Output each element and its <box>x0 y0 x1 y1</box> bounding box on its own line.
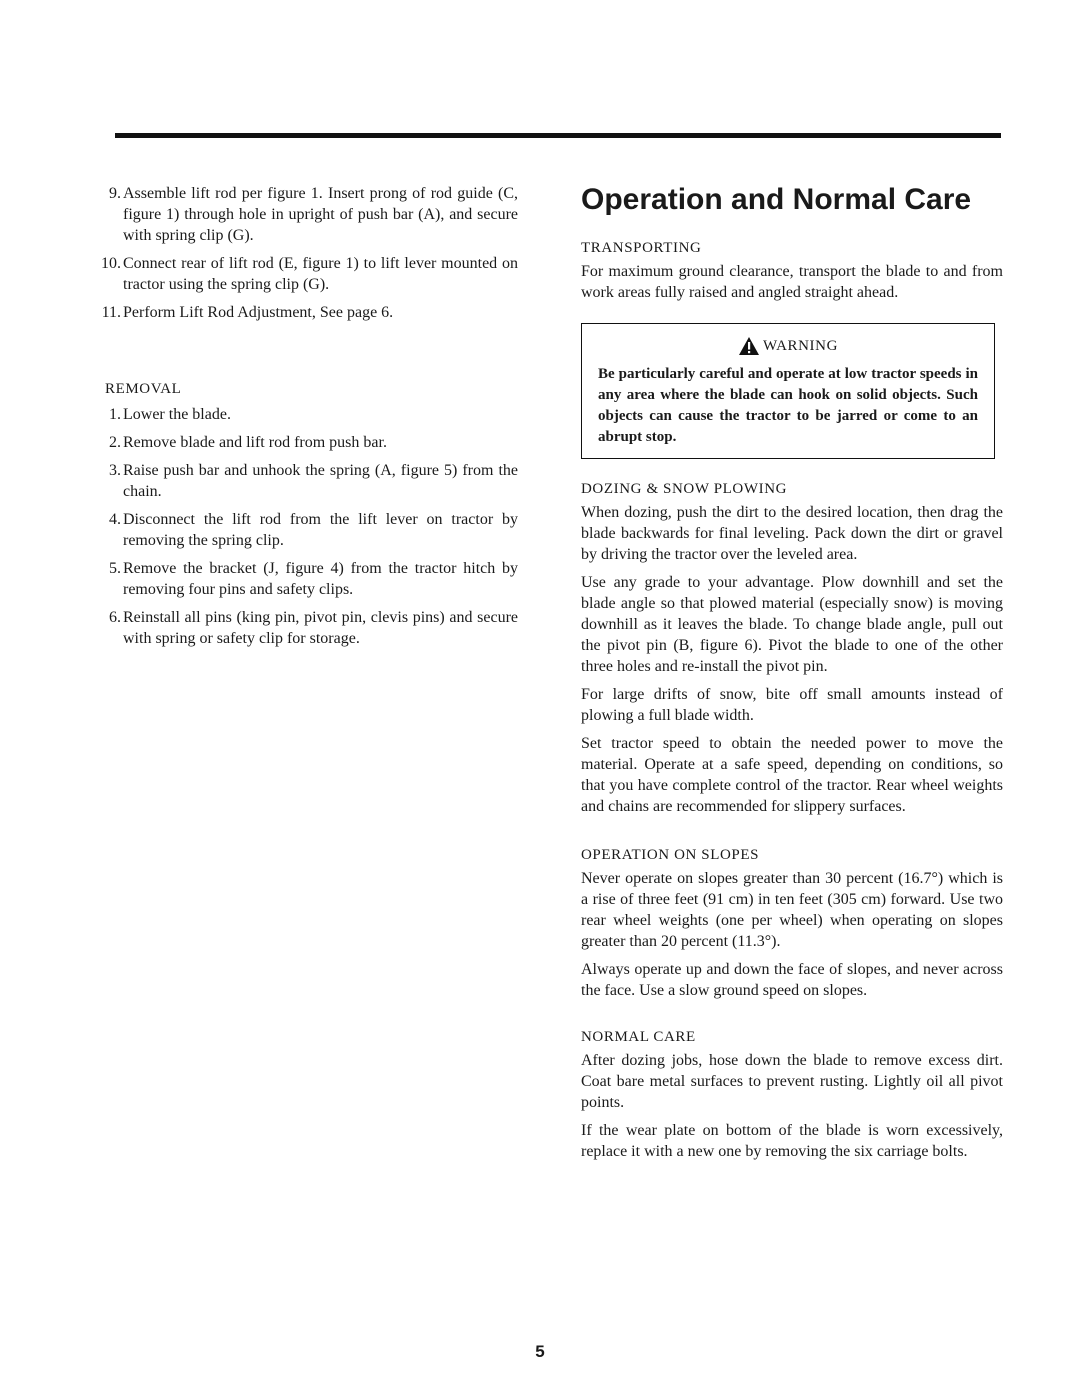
transporting-heading: TRANSPORTING <box>581 240 702 256</box>
normal-care-paragraph: If the wear plate on bottom of the blade is worn excessively, replace it with a new one by removing the six carriage bolts. <box>581 1122 1003 1160</box>
list-item <box>100 460 518 502</box>
normal-care-heading: NORMAL CARE <box>581 1029 696 1045</box>
installation-steps <box>100 183 518 323</box>
warning-text: Be particularly careful and operate at low tractor speeds in any area where the blade can hook on solid objects. Such objects can cause the tractor to be jarred or come to an abrupt stop. <box>598 366 978 445</box>
dozing-paragraph: For large drifts of snow, bite off small amounts instead of plowing a full blade width. <box>581 686 1003 724</box>
header-rule <box>115 133 1001 138</box>
warning-box <box>581 323 995 459</box>
dozing-section <box>581 481 1003 817</box>
step-text: Disconnect the lift rod from the lift lever on tractor by removing the spring clip. <box>123 511 518 549</box>
step-text: Assemble lift rod per figure 1. Insert prong of rod guide (C, figure 1) through hole in upright of push bar (A), and secure with spring clip (G). <box>123 185 518 244</box>
list-item <box>100 253 518 295</box>
step-text: Perform Lift Rod Adjustment, See page 6. <box>123 304 394 321</box>
warning-label: WARNING <box>762 337 839 354</box>
list-item <box>100 432 518 453</box>
list-item <box>100 509 518 551</box>
removal-steps <box>100 404 518 649</box>
list-item <box>100 558 518 600</box>
list-item <box>100 404 518 425</box>
dozing-paragraph: Use any grade to your advantage. Plow downhill and set the blade angle so that plowed material (especially snow) is moving downhill as it leaves the blade. To change blade angle, pull out the pivot pin (B, figure 6). Pivot the blade to one of the other three holes and re-install the pivot pin. <box>581 574 1003 675</box>
step-number: 4. <box>109 511 121 528</box>
slopes-paragraph: Always operate up and down the face of slopes, and never across the face. Use a slow ground speed on slopes. <box>581 961 1003 999</box>
slopes-section <box>581 847 1003 1001</box>
step-text: Raise push bar and unhook the spring (A, figure 5) from the chain. <box>123 462 518 500</box>
page-number: 5 <box>535 1342 545 1361</box>
dozing-paragraph: When dozing, push the dirt to the desired location, then drag the blade backwards for final leveling. Pack down the dirt or gravel by driving the tractor over the leveled area. <box>581 504 1003 563</box>
step-text: Connect rear of lift rod (E, figure 1) to lift lever mounted on tractor using the spring clip (G). <box>123 255 518 293</box>
slopes-paragraph: Never operate on slopes greater than 30 percent (16.7°) which is a rise of three feet (91 cm) in ten feet (305 cm) forward. Use two rear wheel weights (one per wheel) when operating on slopes greater than 20 percent (11.3°). <box>581 870 1003 950</box>
normal-care-paragraph: After dozing jobs, hose down the blade to remove excess dirt. Coat bare metal surfaces to prevent rusting. Lightly oil all pivot points. <box>581 1052 1003 1111</box>
slopes-heading: OPERATION ON SLOPES <box>581 847 760 863</box>
transporting-section <box>581 240 1003 303</box>
step-number: 11. <box>101 304 121 321</box>
warning-header <box>598 336 978 356</box>
transporting-text: For maximum ground clearance, transport the blade to and from work areas fully raised and angled straight ahead. <box>581 263 1003 301</box>
list-item <box>100 183 518 246</box>
step-text: Reinstall all pins (king pin, pivot pin, clevis pins) and secure with spring or safety clip for storage. <box>123 609 518 647</box>
right-column <box>581 180 1003 1182</box>
list-item <box>100 302 518 323</box>
step-number: 1. <box>109 406 121 423</box>
step-number: 10. <box>101 255 121 272</box>
page-title: Operation and Normal Care <box>581 183 972 216</box>
removal-heading: REMOVAL <box>105 381 182 397</box>
normal-care-section <box>581 1029 1003 1162</box>
step-number: 5. <box>109 560 121 577</box>
list-item <box>100 607 518 649</box>
warning-triangle-icon <box>738 336 760 356</box>
step-text: Remove the bracket (J, figure 4) from the tractor hitch by removing four pins and safety clips. <box>123 560 518 598</box>
step-number: 9. <box>109 185 121 202</box>
dozing-paragraph: Set tractor speed to obtain the needed power to move the material. Operate at a safe speed, depending on conditions, so that you have complete control of the tractor. Rear wheel weights and chains are recommended for slippery surfaces. <box>581 735 1003 815</box>
left-column <box>100 183 518 656</box>
step-number: 6. <box>109 609 121 626</box>
step-number: 2. <box>109 434 121 451</box>
step-text: Lower the blade. <box>123 406 231 423</box>
removal-section <box>100 381 518 649</box>
step-number: 3. <box>109 462 121 479</box>
dozing-heading: DOZING & SNOW PLOWING <box>581 481 788 497</box>
step-text: Remove blade and lift rod from push bar. <box>123 434 387 451</box>
